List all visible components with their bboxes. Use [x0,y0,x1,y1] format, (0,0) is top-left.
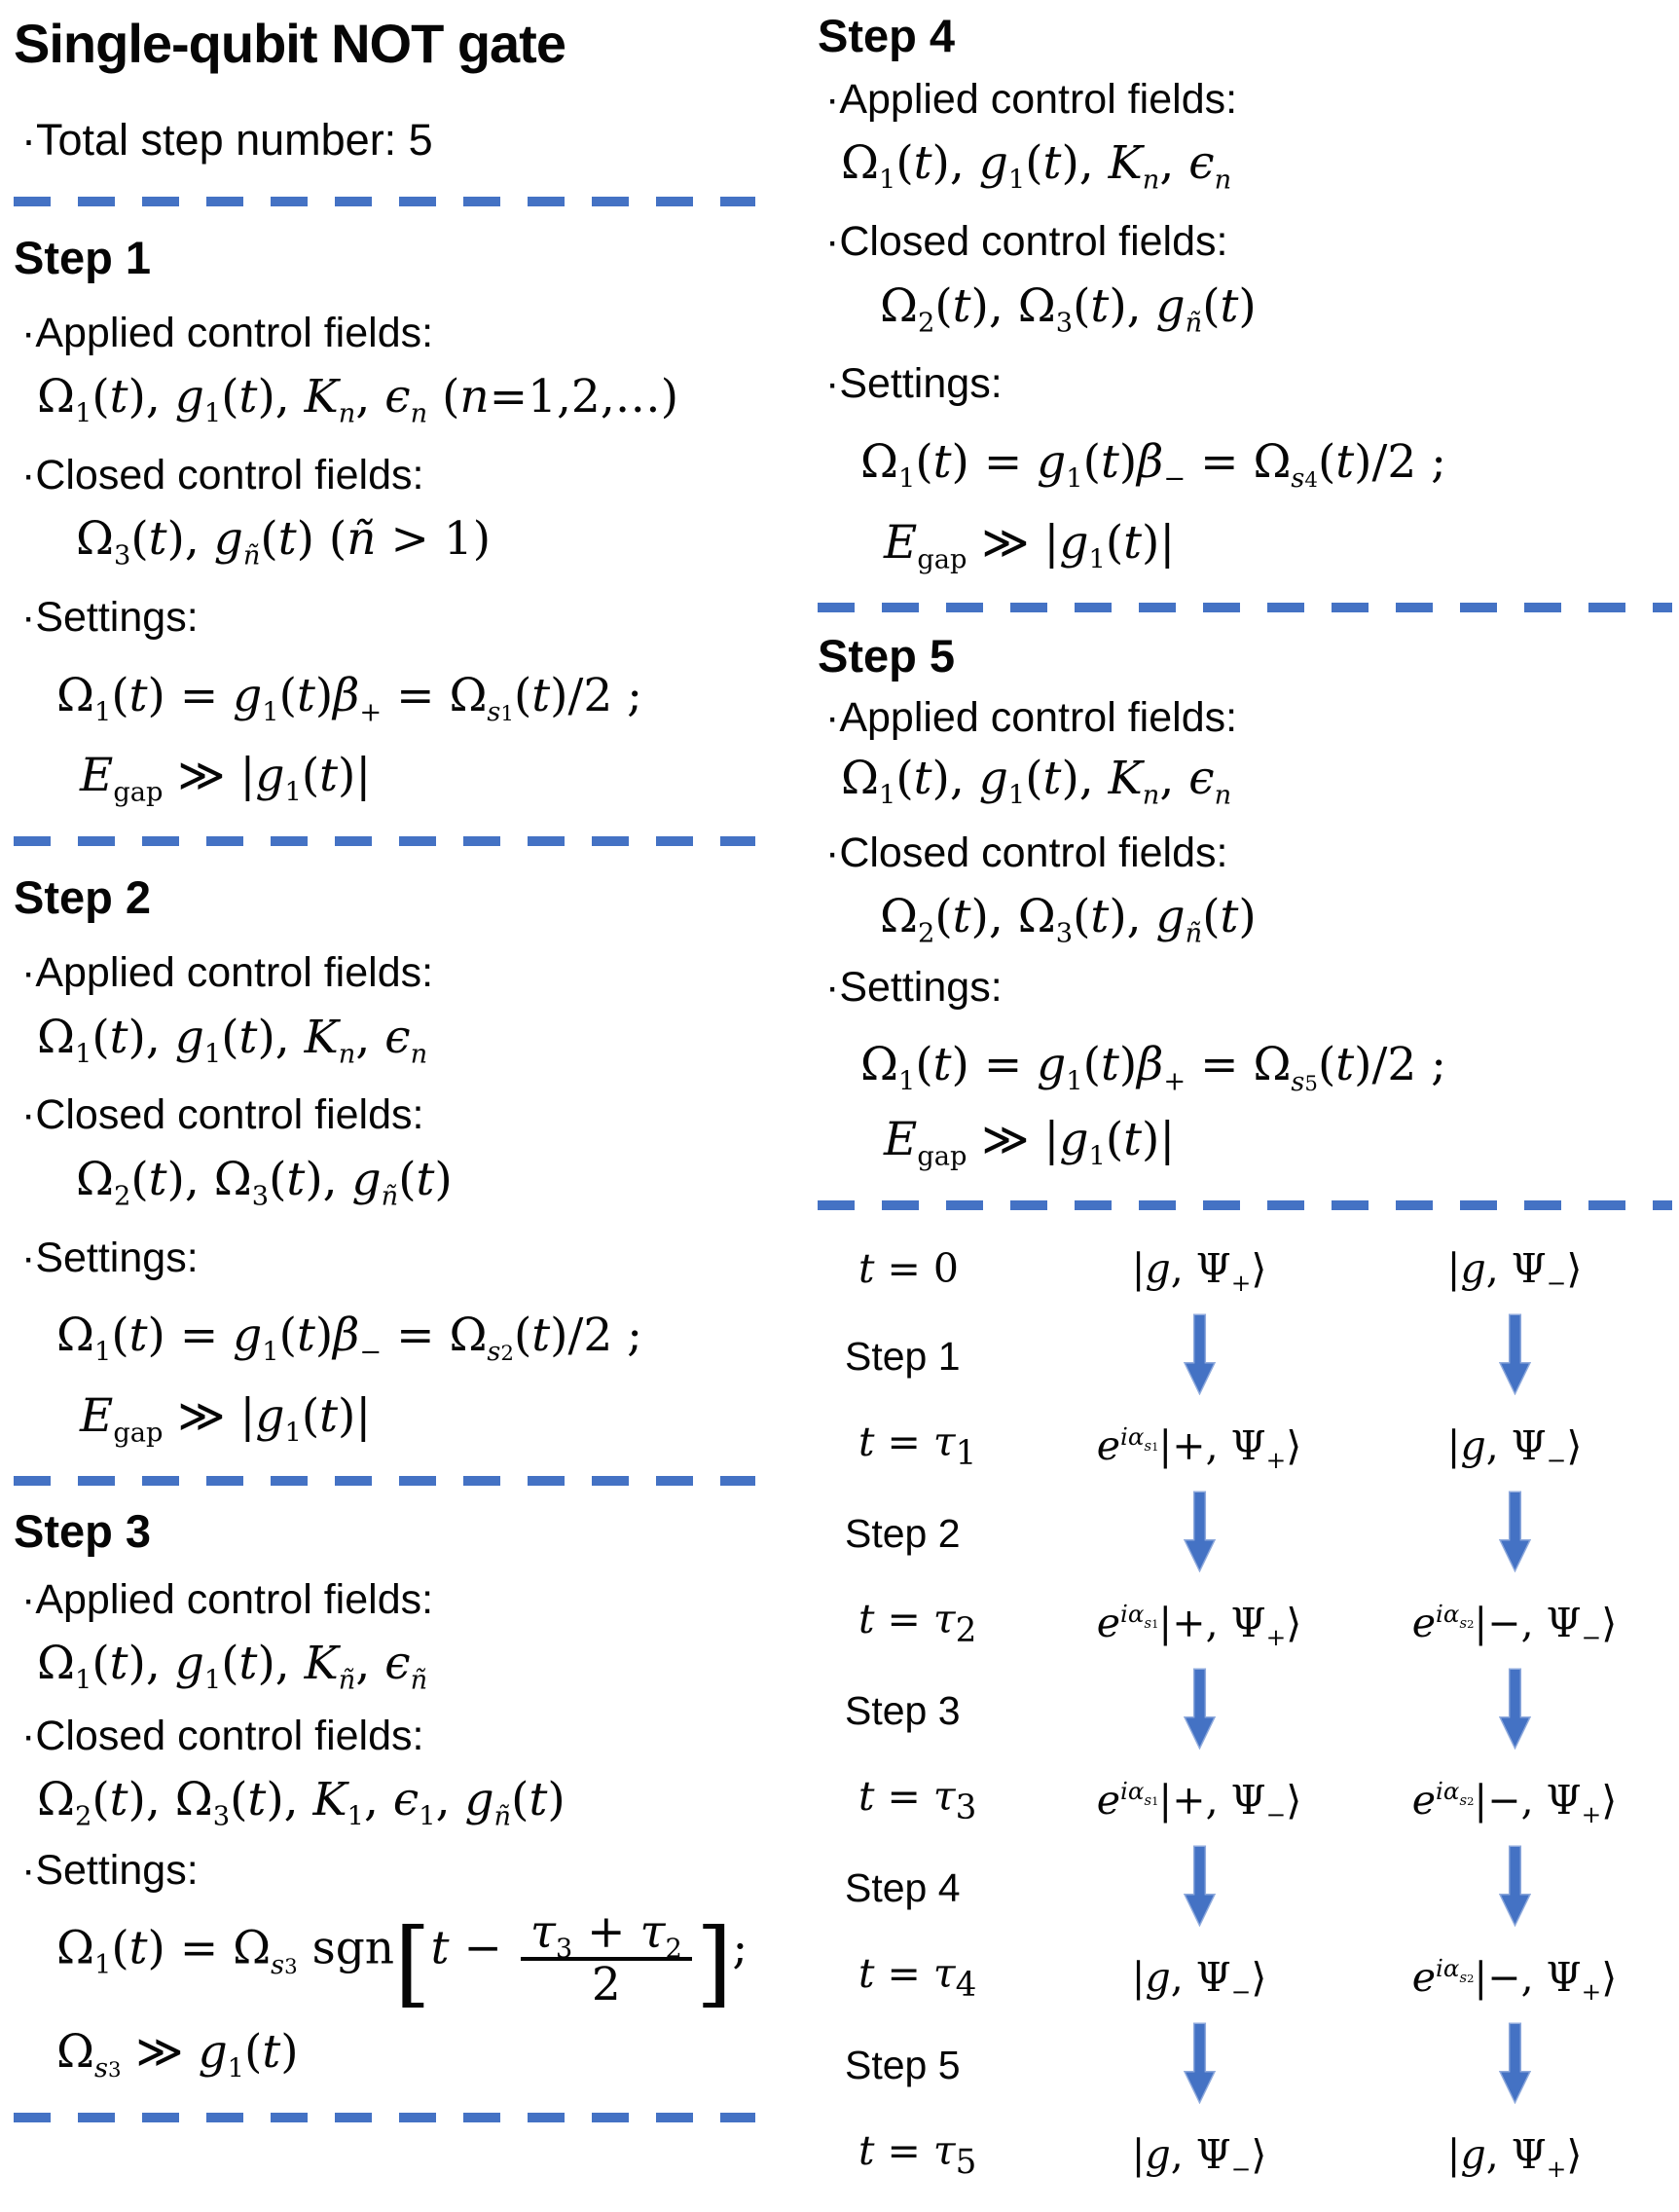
page-title: Single-qubit NOT gate [14,13,566,74]
step-2-block [14,871,755,1449]
arrow-cell [1041,1313,1357,1400]
settings-equation-2: $E_{gap}$ ≫ $|g_1(t)|$ [884,1112,1176,1172]
state-right: |g, $\Psi_-⟩$ [1446,1421,1583,1474]
evolution-state-row [818,2118,1672,2192]
state-left: $e^{i\alpha_{s1}}|+$, $\Psi_+⟩$ [1096,1421,1302,1474]
settings-equation-2: $E_{gap}$ ≫ $|g_1(t)|$ [80,749,372,808]
step-4-heading: Step 4 [818,10,956,61]
settings-equation-1: $\Omega_1(t) = g_1(t)\beta_- = \Omega_{s2}(t)/2$ ; [56,1308,643,1368]
evolution-step-row [818,1306,1672,1409]
arrow-cell [1041,2022,1357,2109]
step-3-heading: Step 3 [14,1505,152,1558]
dashed-divider [14,1476,755,1486]
closed-fields-equation: $\Omega_3(t)$, $g_ñ(t)$ (ñ > 1) [76,512,492,571]
dashed-divider [14,836,755,846]
closed-fields-label: ·Closed control fields: [21,1091,424,1139]
settings-equation-2: $\Omega_{s3}$ ≫ $g_1(t)$ [56,2025,299,2084]
state-left: |g, $\Psi_+⟩$ [1131,1244,1267,1297]
state-left: |g, $\Psi_-⟩$ [1131,2130,1267,2183]
settings-label: ·Settings: [825,963,1003,1011]
closed-fields-equation: $\Omega_2(t)$, $\Omega_3(t)$, $K_1$, $\epsilon_1$, $g_ñ(t)$ [37,1773,566,1832]
time-label: t = 0 [858,1244,959,1292]
applied-fields-label: ·Applied control fields: [21,309,434,356]
evolution-state-row [818,1232,1672,1306]
down-arrow-icon [1499,1491,1531,1572]
arrow-cell [1041,1845,1357,1932]
down-arrow-icon [1499,1668,1531,1750]
dashed-divider [14,197,755,206]
evolution-state-row [818,1763,1672,1837]
closed-fields-equation: $\Omega_2(t)$, $\Omega_3(t)$, $g_ñ(t)$ [880,890,1257,949]
settings-label: ·Settings: [21,1846,199,1894]
arrow-cell [1041,1668,1357,1754]
state-left: $e^{i\alpha_{s1}}|+$, $\Psi_-⟩$ [1096,1776,1302,1828]
step-1-heading: Step 1 [14,231,152,283]
down-arrow-icon [1499,2022,1531,2104]
down-arrow-icon [1499,1313,1531,1395]
evolution-step-row [818,1837,1672,1940]
applied-fields-label: ·Applied control fields: [825,76,1238,124]
closed-fields-equation: $\Omega_2(t)$, $\Omega_3(t)$, $g_ñ(t)$ [76,1152,453,1212]
applied-fields-label: ·Applied control fields: [825,694,1238,742]
down-arrow-icon [1499,1845,1531,1927]
applied-fields-equation: $\Omega_1(t)$, $g_1(t)$, $K_n$, $\epsilon_n$ [841,751,1232,811]
evolution-state-row [818,1586,1672,1660]
time-label: $t = \tau_1$ [858,1418,977,1473]
dashed-divider [818,603,1672,612]
step-label: Step 5 [845,2043,961,2088]
state-right: |g, $\Psi_+⟩$ [1446,2130,1583,2183]
state-right: |g, $\Psi_-⟩$ [1446,1244,1583,1297]
step-5-block [818,630,1672,1172]
step-label: Step 4 [845,1865,961,1911]
arrow-cell [1041,1491,1357,1577]
step-label: Step 3 [845,1688,961,1734]
dashed-divider [818,1200,1672,1210]
applied-fields-label: ·Applied control fields: [21,949,434,997]
settings-equation-1: $\Omega_1(t) = g_1(t)\beta_+ = \Omega_{s1}(t)/2$ ; [56,668,643,727]
evolution-state-row [818,1409,1672,1483]
settings-equation-1: $\Omega_1(t) = g_1(t)\beta_- = \Omega_{s4}(t)/2$ ; [860,434,1447,495]
applied-fields-equation: $\Omega_1(t)$, $g_1(t)$, $K_ñ$, $\epsilon_ñ$ [37,1636,428,1696]
evolution-step-row [818,1483,1672,1586]
time-label: $t = \tau_3$ [858,1772,977,1827]
closed-fields-label: ·Closed control fields: [21,451,424,498]
step-2-heading: Step 2 [14,871,152,924]
arrow-cell [1357,1668,1672,1754]
down-arrow-icon [1184,1491,1216,1572]
step-1-block [14,231,755,808]
arrow-cell [1357,1313,1672,1400]
applied-fields-equation: $\Omega_1(t)$, $g_1(t)$, $K_n$, $\epsilon_n$ [841,136,1232,196]
state-left: |g, $\Psi_-⟩$ [1131,1953,1267,2006]
state-left: $e^{i\alpha_{s1}}|+$, $\Psi_+⟩$ [1096,1599,1302,1651]
step-5-heading: Step 5 [818,630,956,682]
applied-fields-equation: $\Omega_1(t)$, $g_1(t)$, $K_n$, $\epsilon_n$ (n=1,2,…) [37,370,679,429]
settings-label: ·Settings: [21,594,199,642]
evolution-step-row [818,1660,1672,1763]
step-3-block [14,1505,755,2084]
state-evolution-table [818,1232,1672,2192]
evolution-step-row [818,2014,1672,2118]
arrow-cell [1357,1491,1672,1577]
applied-fields-label: ·Applied control fields: [21,1575,434,1623]
step-label: Step 1 [845,1334,961,1380]
closed-fields-label: ·Closed control fields: [21,1712,424,1759]
down-arrow-icon [1184,2022,1216,2104]
time-label: $t = \tau_5$ [858,2126,977,2182]
down-arrow-icon [1184,1668,1216,1750]
settings-label: ·Settings: [825,360,1003,408]
dashed-divider [14,2113,755,2122]
left-column [14,10,755,2212]
right-column [818,10,1672,2212]
time-label: $t = \tau_4$ [858,1949,977,2005]
arrow-cell [1357,2022,1672,2109]
state-right: $e^{i\alpha_{s2}}|-$, $\Psi_-⟩$ [1411,1599,1618,1651]
down-arrow-icon [1184,1845,1216,1927]
closed-fields-label: ·Closed control fields: [825,829,1228,876]
settings-label: ·Settings: [21,1234,199,1281]
step-4-block [818,10,1672,574]
settings-equation-2: $E_{gap}$ ≫ $|g_1(t)|$ [884,515,1176,574]
state-right: $e^{i\alpha_{s2}}|-$, $\Psi_+⟩$ [1411,1776,1618,1828]
state-right: $e^{i\alpha_{s2}}|-$, $\Psi_+⟩$ [1411,1953,1618,2006]
applied-fields-equation: $\Omega_1(t)$, $g_1(t)$, $K_n$, $\epsilon_n$ [37,1010,428,1069]
total-step-number: ·Total step number: 5 [21,115,433,165]
time-label: $t = \tau_2$ [858,1595,977,1650]
closed-fields-label: ·Closed control fields: [825,218,1228,266]
settings-equation-2: $E_{gap}$ ≫ $|g_1(t)|$ [80,1388,372,1449]
step-label: Step 2 [845,1511,961,1557]
settings-equation-1: $\Omega_1(t) = \Omega_{s3}$ sgn[t − $\frac{\tau_3 + \tau_2}{2}$ ]; [56,1905,748,2018]
down-arrow-icon [1184,1313,1216,1395]
closed-fields-equation: $\Omega_2(t)$, $\Omega_3(t)$, $g_ñ(t)$ [880,278,1257,339]
evolution-state-row [818,1940,1672,2014]
settings-equation-1: $\Omega_1(t) = g_1(t)\beta_+ = \Omega_{s5}(t)/2$ ; [860,1038,1447,1097]
arrow-cell [1357,1845,1672,1932]
